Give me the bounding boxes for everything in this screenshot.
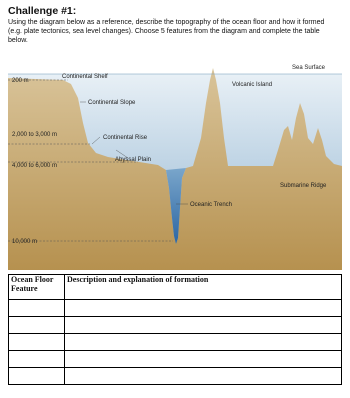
feature-cell[interactable] — [9, 351, 65, 368]
challenge-instructions: Using the diagram below as a reference, describe the topography of the ocean floor and how it formed (e.g. plate tectonics, sea level changes). Choose 5 features from the diagram and complete the table below. — [8, 19, 325, 44]
description-cell[interactable] — [65, 351, 342, 368]
depth-label-200: 200 m — [12, 78, 29, 84]
label-abyssal-plain: Abyssal Plain — [115, 157, 152, 163]
challenge-heading: Challenge #1: — [8, 5, 77, 17]
header-description: Description and explanation of formation — [65, 275, 342, 300]
table-row — [9, 368, 342, 385]
depth-label-2000-3000: 2,000 to 3,000 m — [12, 132, 58, 138]
description-cell[interactable] — [65, 334, 342, 351]
label-submarine-ridge: Submarine Ridge — [280, 183, 327, 189]
label-volcanic-island: Volcanic Island — [232, 82, 273, 88]
feature-cell[interactable] — [9, 334, 65, 351]
header-ocean-floor-feature: Ocean Floor Feature — [9, 275, 65, 300]
description-cell[interactable] — [65, 300, 342, 317]
label-oceanic-trench: Oceanic Trench — [190, 202, 233, 208]
depth-label-10000: 10,000 m — [12, 239, 38, 245]
depth-label-4000-6000: 4,000 to 6,000 m — [12, 163, 58, 169]
label-continental-shelf: Continental Shelf — [62, 74, 108, 80]
table-row — [9, 317, 342, 334]
table-row — [9, 300, 342, 317]
label-continental-slope: Continental Slope — [88, 100, 136, 106]
ocean-floor-diagram — [8, 58, 342, 270]
description-cell[interactable] — [65, 368, 342, 385]
label-sea-surface: Sea Surface — [292, 65, 326, 71]
features-table — [8, 274, 342, 385]
description-cell[interactable] — [65, 317, 342, 334]
table-row — [9, 351, 342, 368]
label-continental-rise: Continental Rise — [103, 135, 148, 141]
feature-cell[interactable] — [9, 368, 65, 385]
table-header-row — [9, 275, 342, 300]
table-row — [9, 334, 342, 351]
feature-cell[interactable] — [9, 300, 65, 317]
feature-cell[interactable] — [9, 317, 65, 334]
